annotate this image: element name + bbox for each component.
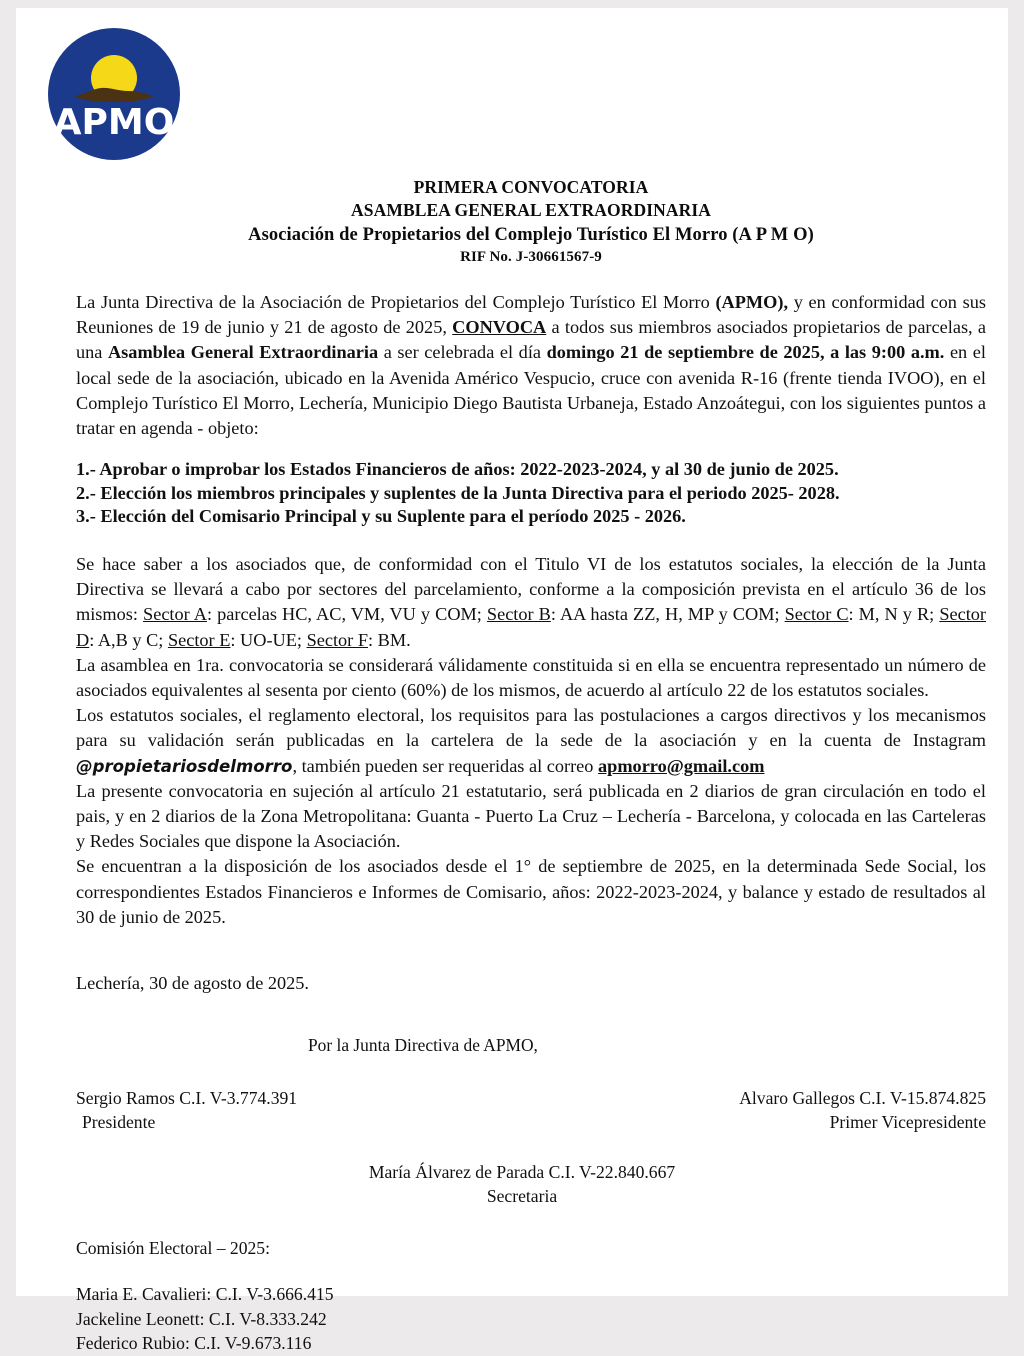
intro-part-1: La Junta Directiva de la Asociación de Propietarios del Complejo Turístico El Morro bbox=[76, 292, 716, 312]
secretary-role: Secretaria bbox=[486, 1186, 558, 1206]
assembly-datetime: domingo 21 de septiembre de 2025, a las 9:00 a.m. bbox=[546, 342, 945, 363]
document-header bbox=[76, 176, 986, 268]
statutes-paragraph bbox=[76, 703, 986, 779]
header-line-1: PRIMERA CONVOCATORIA bbox=[413, 177, 649, 197]
commission-members bbox=[76, 1282, 986, 1356]
sector-e-value: : UO-UE; bbox=[230, 629, 307, 650]
sector-b-value: : AA hasta ZZ, H, MP y COM; bbox=[550, 604, 785, 625]
intro-part-4: a ser celebrada el día bbox=[378, 342, 547, 363]
publication-paragraph: La presente convocatoria en sujeción al artículo 21 estatutario, será publicada en 2 diarios de gran circulación en todo el pais, y en 2 diarios de la Zona Metropolitana: Guanta - Puerto La Cruz – Lechería - Barcelona, y colocada en las Carteleras y Redes Sociales que dispone la Asociación. bbox=[76, 780, 986, 852]
sector-f-label: Sector F bbox=[306, 629, 369, 650]
availability-paragraph: Se encuentran a la disposición de los asociados desde el 1° de septiembre de 2025, en la determinada Sede Social, los correspondientes Estados Financieros e Informes de Comisario, años: 2022-2023-2024, y balance y estado de resultados al 30 de junio de 2025. bbox=[76, 856, 986, 927]
agenda-item: 1.- Aprobar o improbar los Estados Financieros de años: 2022-2023-2024, y al 30 de junio de 2025. bbox=[76, 459, 839, 480]
logo-text: APMO bbox=[53, 102, 175, 143]
instagram-handle: @propietariosdelmorro bbox=[76, 756, 293, 776]
convoca-keyword: CONVOCA bbox=[452, 317, 547, 338]
intro-part-5: en el local sede de la asociación, ubicado en la Avenida Américo Vespucio, cruce con avenida R-16 (frente tienda IVOO), en el Complejo Turístico El Morro, Lechería, Municipio Diego Bautista Urbaneja, Estado Anzoátegui, con los siguientes puntos a tratar en agenda - objeto: bbox=[76, 342, 986, 439]
president-name: Sergio Ramos C.I. V-3.774.391 bbox=[76, 1088, 298, 1108]
agenda-item: 2.- Elección los miembros principales y suplentes de la Junta Directiva para el periodo 2025- 2028. bbox=[76, 482, 840, 503]
commission-member: Maria E. Cavalieri: C.I. V-3.666.415 bbox=[76, 1284, 334, 1304]
intro-part-2: y en conformidad con sus Reuniones de 19 de junio y 21 de agosto de 2025, bbox=[76, 292, 986, 338]
commission-title: Comisión Electoral – 2025: bbox=[76, 1238, 270, 1258]
rif-number: RIF No. J-30661567-9 bbox=[460, 249, 602, 266]
apmo-logo bbox=[40, 20, 188, 168]
sector-c-value: : M, N y R; bbox=[848, 604, 940, 625]
commission-member: Jackeline Leonett: C.I. V-8.333.242 bbox=[76, 1308, 327, 1329]
agenda-item: 3.- Elección del Comisario Principal y su Suplente para el período 2025 - 2026. bbox=[76, 506, 686, 527]
intro-part-3: a todos sus miembros asociados propietarios de parcelas, a una bbox=[76, 317, 986, 363]
secretary-name: María Álvarez de Parada C.I. V-22.840.667 bbox=[368, 1162, 676, 1182]
statutes-part-2: , también pueden ser requeridas al correo bbox=[292, 755, 599, 776]
vicepresident-name: Alvaro Gallegos C.I. V-15.874.825 bbox=[739, 1088, 986, 1108]
signature-row bbox=[76, 1086, 986, 1134]
agenda-list bbox=[76, 458, 986, 529]
sector-c-label: Sector C bbox=[784, 604, 849, 625]
sectors-paragraph bbox=[76, 552, 986, 653]
document-body bbox=[76, 290, 986, 930]
by-line: Por la Junta Directiva de APMO, bbox=[308, 1035, 538, 1055]
sector-b-label: Sector B bbox=[486, 604, 551, 625]
contact-email: apmorro@gmail.com bbox=[598, 755, 765, 776]
commission-member: Federico Rubio: C.I. V-9.673.116 bbox=[76, 1333, 312, 1353]
sector-f-value: : BM. bbox=[368, 629, 411, 650]
sectors-lead: Se hace saber a los asociados que, de conformidad con el Titulo VI de los estatutos sociales, la elección de la Junta Directiva se llevará a cabo por sectores del parcelamiento, conforme a la composición prevista en el artículo 36 de los mismos: bbox=[76, 554, 986, 625]
apmo-abbrev: (APMO), bbox=[715, 292, 789, 312]
logo-svg bbox=[40, 20, 188, 168]
header-line-3: Asociación de Propietarios del Complejo Turístico El Morro (A P M O) bbox=[248, 224, 814, 245]
quorum-paragraph: La asamblea en 1ra. convocatoria se considerará válidamente constituida si en ella se encuentra representado un número de asociados equivalentes al sesenta por ciento (60%) de los mismos, de acuerdo al artículo 22 de los estatutos sociales. bbox=[76, 654, 986, 701]
sector-d-value: : A,B y C; bbox=[89, 629, 168, 650]
sector-a-value: : parcelas HC, AC, VM, VU y COM; bbox=[206, 604, 487, 625]
sector-a-label: Sector A bbox=[143, 604, 207, 625]
assembly-type: Asamblea General Extraordinaria bbox=[107, 342, 379, 363]
signature-vicepresident bbox=[739, 1086, 986, 1134]
sector-d-label: Sector D bbox=[76, 604, 987, 650]
intro-paragraph bbox=[76, 290, 986, 441]
place-date: Lechería, 30 de agosto de 2025. bbox=[76, 973, 310, 993]
document-page bbox=[16, 8, 1008, 1353]
sector-e-label: Sector E bbox=[167, 629, 231, 650]
signature-area bbox=[76, 971, 986, 1356]
signature-president bbox=[76, 1086, 297, 1134]
statutes-part-1: Los estatutos sociales, el reglamento electoral, los requisitos para las postulaciones a cargos directivos y los mecanismos para su validación serán publicadas en la cartelera de la sede de la asociación y en la cuenta de Instagram bbox=[76, 705, 986, 751]
signature-secretary bbox=[76, 1160, 986, 1208]
header-line-2: ASAMBLEA GENERAL EXTRAORDINARIA bbox=[351, 200, 711, 221]
president-role: Presidente bbox=[82, 1112, 156, 1132]
vicepresident-role: Primer Vicepresidente bbox=[829, 1112, 986, 1132]
